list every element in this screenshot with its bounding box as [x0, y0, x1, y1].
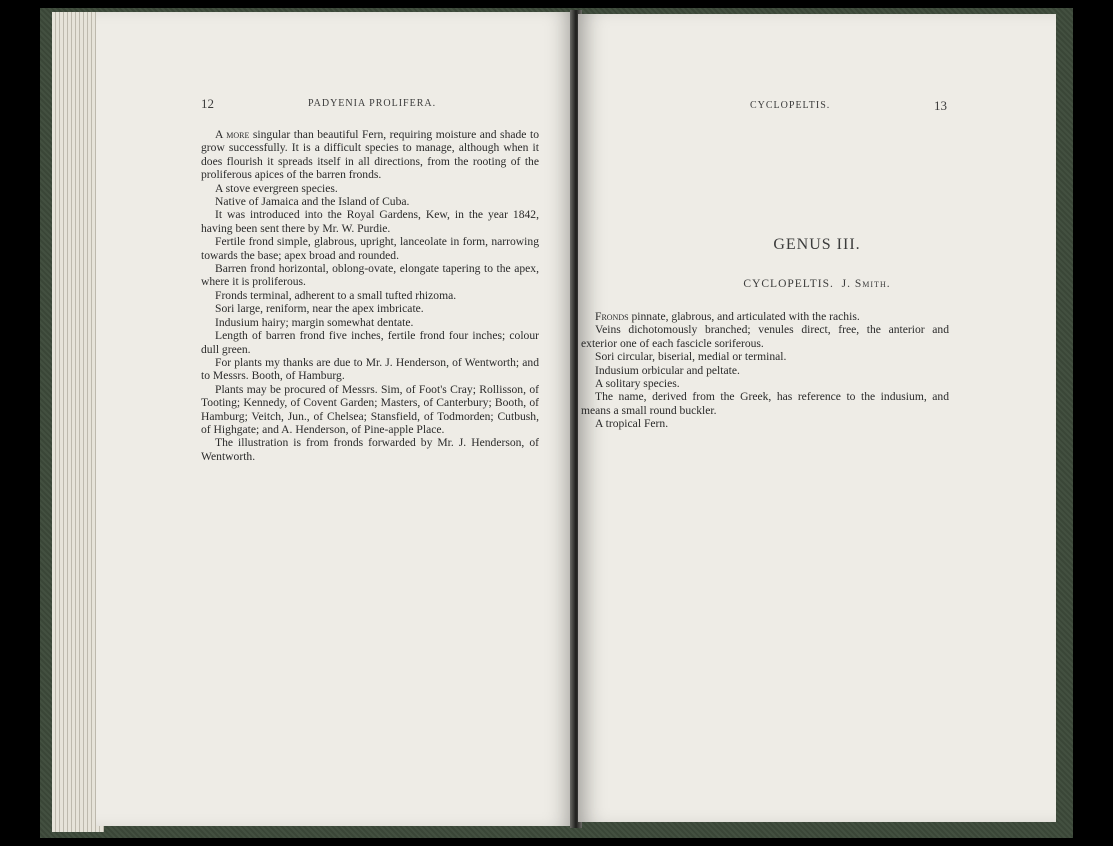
- genus-name: CYCLOPELTIS.: [743, 278, 834, 290]
- paragraph: Fronds terminal, adherent to a small tufted rhizoma.: [215, 288, 457, 302]
- left-page: [96, 12, 574, 826]
- paragraph: Indusium hairy; margin somewhat dentate.: [215, 315, 414, 329]
- body-text: [581, 310, 949, 431]
- paragraph: It was introduced into the Royal Gardens, Kew, in the year 1842, having been sent there by Mr. W. Purdie.: [201, 208, 539, 235]
- page-number: 13: [934, 98, 947, 113]
- paragraph: A solitary species.: [595, 377, 680, 391]
- opening-words: Fronds: [595, 310, 629, 323]
- paragraph: Barren frond horizontal, oblong-ovate, elongate tapering to the apex, where it is proliferous.: [201, 262, 539, 289]
- running-head: PADYENIA PROLIFERA.: [308, 98, 437, 109]
- paragraph: The illustration is from fronds forwarded by Mr. J. Henderson, of Wentworth.: [201, 436, 539, 463]
- paragraph: Fronds pinnate, glabrous, and articulated with the rachis.: [595, 310, 860, 323]
- paragraph: Sori large, reniform, near the apex imbricate.: [215, 302, 424, 316]
- paragraph: Sori circular, biserial, medial or terminal.: [595, 350, 787, 364]
- right-page: [578, 14, 1056, 822]
- opening-words: A more: [215, 128, 250, 141]
- authority: J. Smith.: [841, 278, 891, 290]
- paragraph: Veins dichotomously branched; venules direct, free, the anterior and exterior one of each fascicle soriferous.: [581, 323, 949, 350]
- paragraph: A more singular than beautiful Fern, requiring moisture and shade to grow successfully. It is a difficult species to manage, although when it does flourish it spreads itself in all directions, from the rooting of the proliferous apices of the barren fronds.: [201, 128, 539, 182]
- paragraph: Indusium orbicular and peltate.: [595, 363, 740, 377]
- paragraph: The name, derived from the Greek, has reference to the indusium, and means a small round buckler.: [581, 390, 949, 417]
- paragraph: Fertile frond simple, glabrous, upright, lanceolate in form, narrowing towards the base; apex broad and rounded.: [201, 235, 539, 262]
- page-number: 12: [201, 96, 214, 111]
- paragraph: Native of Jamaica and the Island of Cuba.: [215, 195, 410, 209]
- paragraph: A tropical Fern.: [595, 417, 669, 431]
- paragraph: Length of barren frond five inches, fertile frond four inches; colour dull green.: [201, 329, 539, 356]
- body-text: [201, 128, 539, 463]
- running-head: CYCLOPELTIS.: [750, 100, 831, 111]
- paragraph: A stove evergreen species.: [215, 181, 338, 195]
- genus-heading: GENUS III.: [773, 236, 861, 253]
- paragraph: Plants may be procured of Messrs. Sim, of Foot's Cray; Rollisson, of Tooting; Kennedy, of Covent Garden; Masters, of Canterbury; Booth, of Hamburg; Veitch, Jun., of Chelsea; Stansfield, of Todmorden; Cutbush, of Highgate; and A. Henderson, of Pine-apple Place.: [201, 382, 539, 436]
- genus-name-line: [578, 278, 1056, 290]
- paragraph: For plants my thanks are due to Mr. J. Henderson, of Wentworth; and to Messrs. Booth, of Hamburg.: [201, 355, 539, 383]
